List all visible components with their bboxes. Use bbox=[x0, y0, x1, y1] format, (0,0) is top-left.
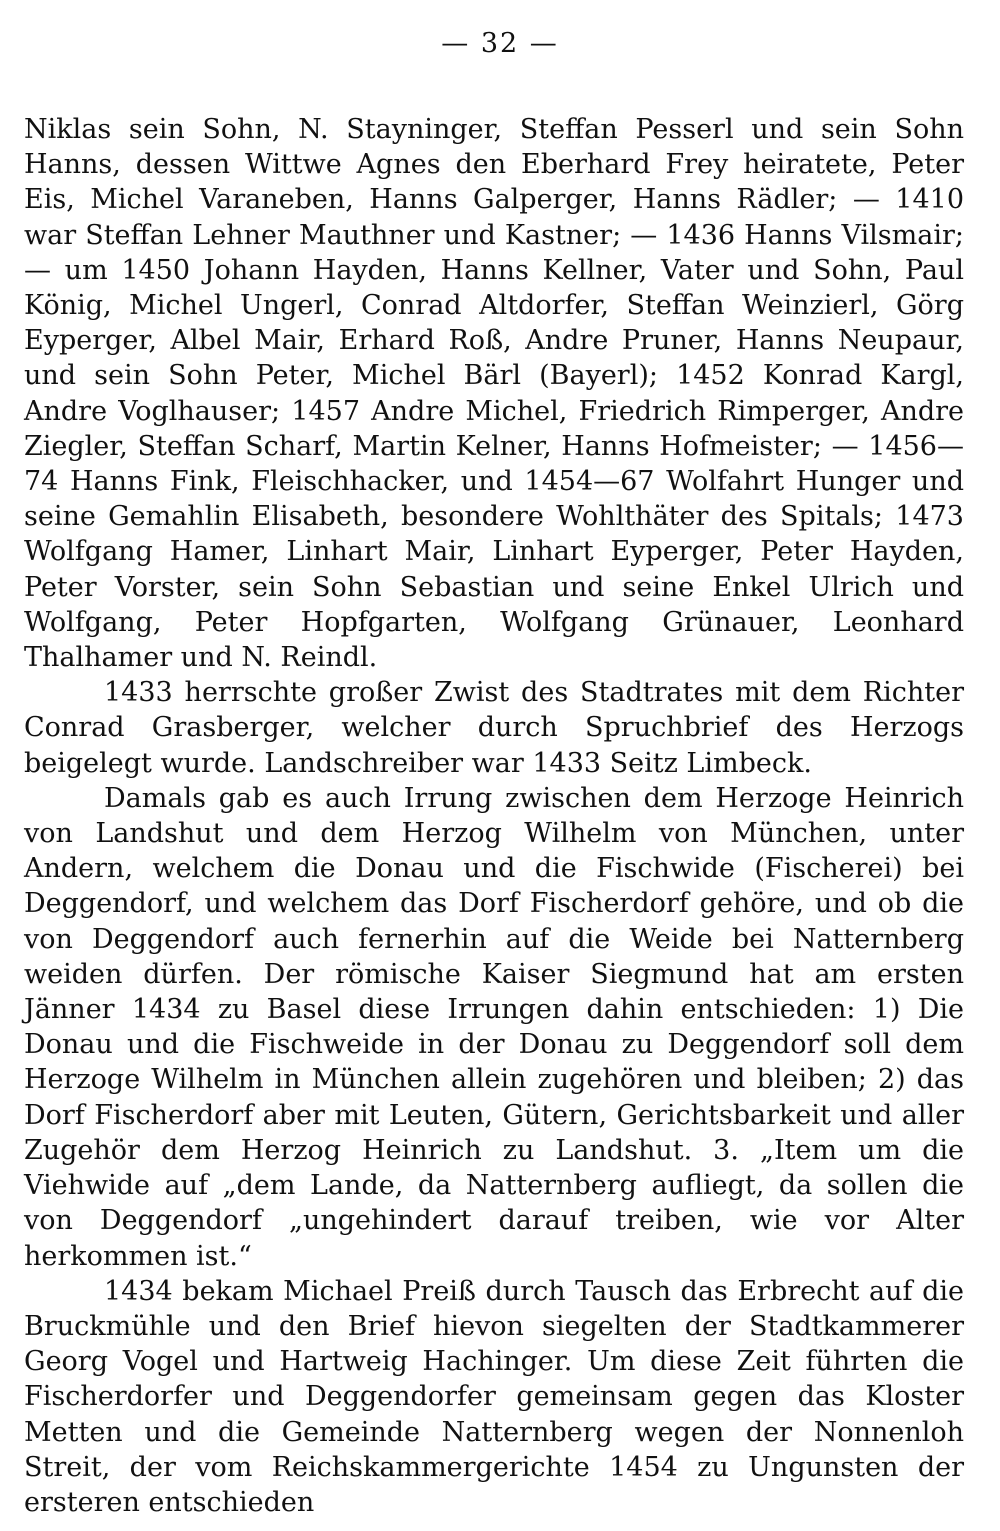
paragraph-irrung-danube: Damals gab es auch Irrung zwischen dem Herzoge Heinrich von Landshut und dem Herzog Wilhelm von München, unter Andern, welchem die Donau und die Fischwide (Fischerei) bei Deggendorf, und welchem das Dorf Fischerdorf gehöre, und ob die von Deggendorf auch fernerhin auf die Weide bei Natternberg weiden dürfen. Der römische Kaiser Siegmund hat am ersten Jänner 1434 zu Basel diese Irrungen dahin entschieden: 1) Die Donau und die Fischweide in der Donau zu Deggendorf soll dem Herzoge Wilhelm in München allein zugehören und bleiben; 2) das Dorf Fischerdorf aber mit Leuten, Gütern, Gerichtsbarkeit und aller Zugehör dem Herzog Heinrich zu Landshut. 3. „Item um die Viehwide auf „dem Lande, da Natternberg aufliegt, da sollen die von Deggendorf „ungehindert darauf treiben, wie vor Alter herkommen ist.“ bbox=[24, 782, 964, 1272]
page-body bbox=[24, 112, 964, 1520]
paragraph-names-list: Niklas sein Sohn, N. Stayninger, Steffan Pesserl und sein Sohn Hanns, dessen Wittwe Agnes den Eberhard Frey heiratete, Peter Eis, Michel Varaneben, Hanns Galperger, Hanns Rädler; — 1410 war Steffan Lehner Mauthner und Kastner; — 1436 Hanns Vilsmair; — um 1450 Johann Hayden, Hanns Kellner, Vater und Sohn, Paul König, Michel Ungerl, Conrad Altdorfer, Steffan Weinzierl, Görg Eyperger, Albel Mair, Erhard Roß, Andre Pruner, Hanns Neupaur, und sein Sohn Peter, Michel Bärl (Bayerl); 1452 Konrad Kargl, Andre Voglhauser; 1457 Andre Michel, Friedrich Rimperger, Andre Ziegler, Steffan Scharf, Martin Kelner, Hanns Hofmeister; — 1456—74 Hanns Fink, Fleischhacker, und 1454—67 Wolfahrt Hunger und seine Gemahlin Elisabeth, besondere Wohlthäter des Spitals; 1473 Wolfgang Hamer, Linhart Mair, Linhart Eyperger, Peter Hayden, Peter Vorster, sein Sohn Sebastian und seine Enkel Ulrich und Wolfgang, Peter Hopfgarten, Wolfgang Grünauer, Leonhard Thalhamer und N. Reindl. bbox=[24, 114, 964, 674]
page-number: — 32 — bbox=[441, 28, 559, 59]
paragraph-1434-bruckmuehle: 1434 bekam Michael Preiß durch Tausch das Erbrecht auf die Bruckmühle und den Brief hievon siegelten der Stadtkammerer Georg Vogel und Hartweig Hachinger. Um diese Zeit führten die Fischerdorfer und Deggendorfer gemeinsam gegen das Kloster Metten und die Gemeinde Natternberg wegen der Nonnenloh Streit, der vom Reichskammergerichte 1454 zu Ungunsten der ersteren entschieden bbox=[24, 1275, 964, 1518]
paragraph-1433-dispute: 1433 herrschte großer Zwist des Stadtrates mit dem Richter Conrad Grasberger, welcher durch Spruchbrief des Herzogs beigelegt wurde. Landschreiber war 1433 Seitz Limbeck. bbox=[24, 677, 964, 779]
